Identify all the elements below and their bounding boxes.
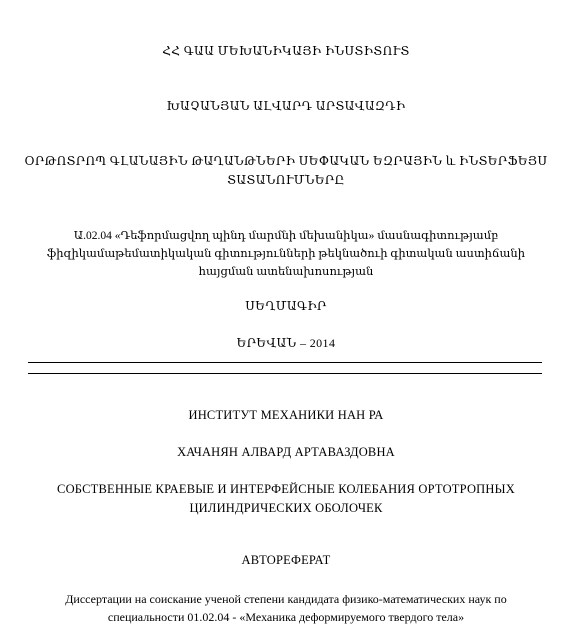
divider-bottom xyxy=(28,373,542,374)
russian-author: ХАЧАНЯН АЛВАРД АРТАВАЗДОВНА xyxy=(177,445,395,459)
divider-top xyxy=(28,362,542,363)
armenian-specialty: Ա.02.04 «Դեֆորմացվող պինդ մարմնի մեխանիկա» մասնագիտությամբ ֆիզիկամաթեմատիկական գիտությունների թեկնածուի գիտական աստիճանի հայցման ատենախոսության xyxy=(46,230,525,278)
armenian-author: ԽԱՉԱՆՅԱՆ ԱԼՎԱՐԴ ԱՐՏԱՎԱԶԴԻ xyxy=(166,99,406,113)
armenian-place-year: ԵՐԵՎԱՆ – 2014 xyxy=(236,336,336,350)
russian-doc-type: АВТОРЕФЕРАТ xyxy=(241,553,331,567)
armenian-doc-type: ՍԵՂՄԱԳԻՐ xyxy=(245,299,327,313)
russian-specialty: Диссертации на соискание ученой степени кандидата физико-математических наук по специальности 01.02.04 - «Механика деформируемого твердого тела» xyxy=(65,592,507,624)
armenian-institute: ՀՀ ԳԱԱ ՄԵԽԱՆԻԿԱՅԻ ԻՆՍՏԻՏՈՒՏ xyxy=(162,44,410,58)
russian-title: СОБСТВЕННЫЕ КРАЕВЫЕ И ИНТЕРФЕЙСНЫЕ КОЛЕБАНИЯ ОРТОТРОПНЫХ ЦИЛИНДРИЧЕСКИХ ОБОЛОЧЕК xyxy=(57,482,515,515)
russian-institute: ИНСТИТУТ МЕХАНИКИ НАН РА xyxy=(188,408,384,422)
armenian-title: ՕՐԹՈՏՐՈՊ ԳԼԱՆԱՅԻՆ ԹԱՂԱՆԹՆԵՐԻ ՍԵՓԱԿԱՆ ԵԶՐԱՅԻՆ և ԻՆՏԵՐՖԵՅՍ ՏԱՏԱՆՈՒՄՆԵՐԸ xyxy=(24,154,548,187)
